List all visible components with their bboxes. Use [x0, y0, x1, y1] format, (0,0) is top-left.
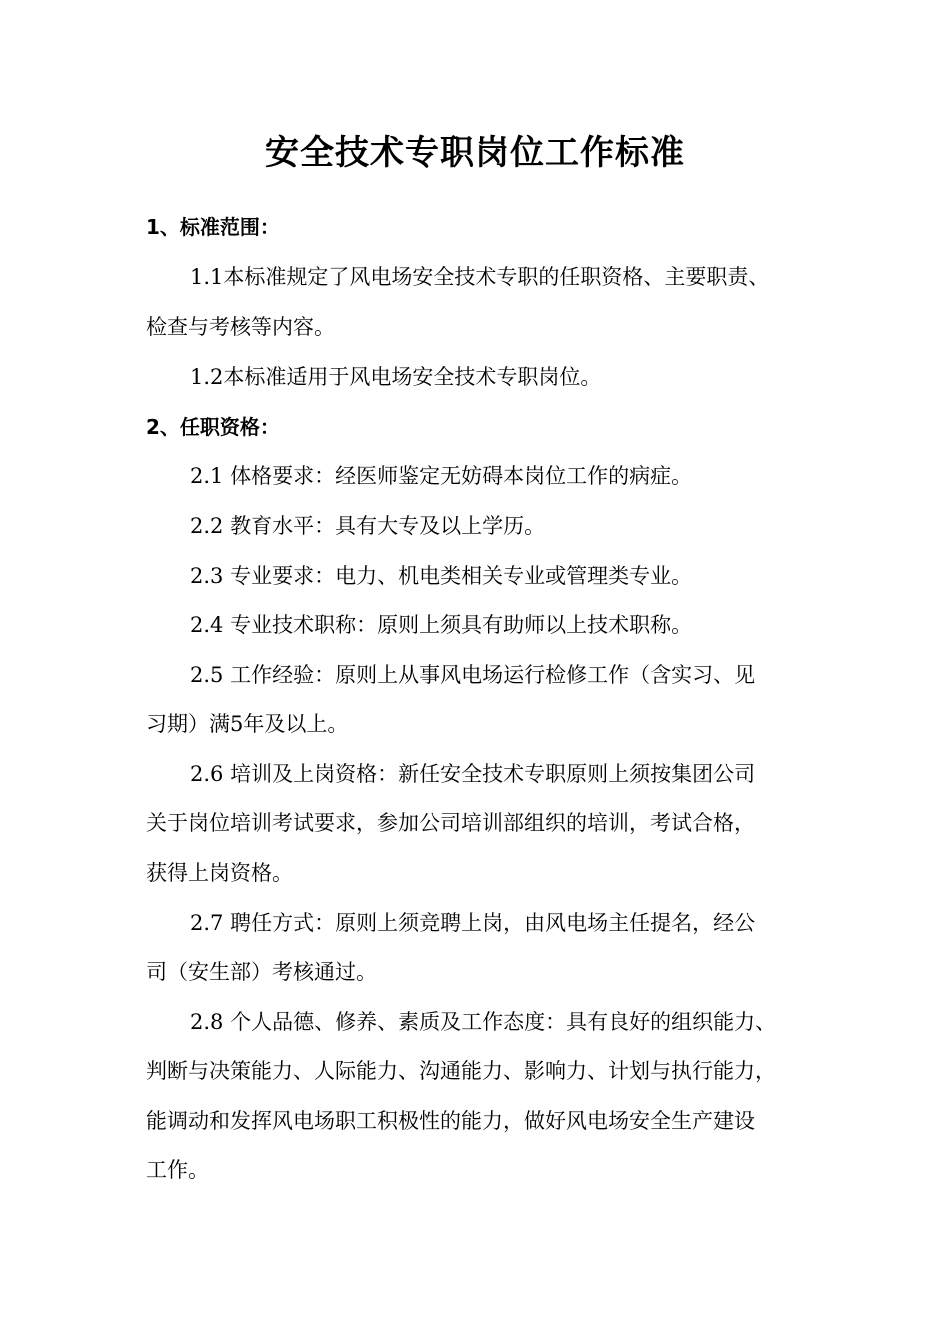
paragraph-line: 工作。	[146, 1158, 209, 1182]
paragraph-line: 2.1 体格要求：经医师鉴定无妨碍本岗位工作的病症。	[190, 464, 693, 488]
paragraph-line: 检查与考核等内容。	[146, 315, 335, 339]
paragraph-line: 2.4 专业技术职称：原则上须具有助师以上技术职称。	[190, 613, 693, 637]
paragraph-line: 判断与决策能力、人际能力、沟通能力、影响力、计划与执行能力，	[146, 1059, 776, 1083]
paragraph-line: 获得上岗资格。	[146, 861, 293, 885]
paragraph-line: 1.2本标准适用于风电场安全技术专职岗位。	[190, 365, 602, 389]
section-1-heading: 1、标准范围：	[146, 215, 280, 239]
paragraph-line: 关于岗位培训考试要求，参加公司培训部组织的培训，考试合格，	[146, 811, 755, 835]
paragraph-line: 2.2 教育水平：具有大专及以上学历。	[190, 514, 546, 538]
section-2-heading: 2、任职资格：	[146, 415, 280, 439]
paragraph-line: 2.7 聘任方式：原则上须竞聘上岗，由风电场主任提名，经公	[190, 911, 756, 935]
paragraph-line: 2.5 工作经验：原则上从事风电场运行检修工作（含实习、见	[190, 663, 756, 687]
paragraph-line: 能调动和发挥风电场职工积极性的能力，做好风电场安全生产建设	[146, 1109, 755, 1133]
paragraph-line: 2.6 培训及上岗资格：新任安全技术专职原则上须按集团公司	[190, 762, 756, 786]
paragraph-line: 2.3 专业要求：电力、机电类相关专业或管理类专业。	[190, 564, 693, 588]
paragraph-line: 2.8 个人品德、修养、素质及工作态度：具有良好的组织能力、	[190, 1010, 777, 1034]
paragraph-line: 司（安生部）考核通过。	[146, 960, 377, 984]
document-title: 安全技术专职岗位工作标准	[265, 133, 685, 173]
paragraph-line: 1.1本标准规定了风电场安全技术专职的任职资格、主要职责、	[190, 265, 770, 289]
paragraph-line: 习期）满5年及以上。	[146, 712, 349, 736]
